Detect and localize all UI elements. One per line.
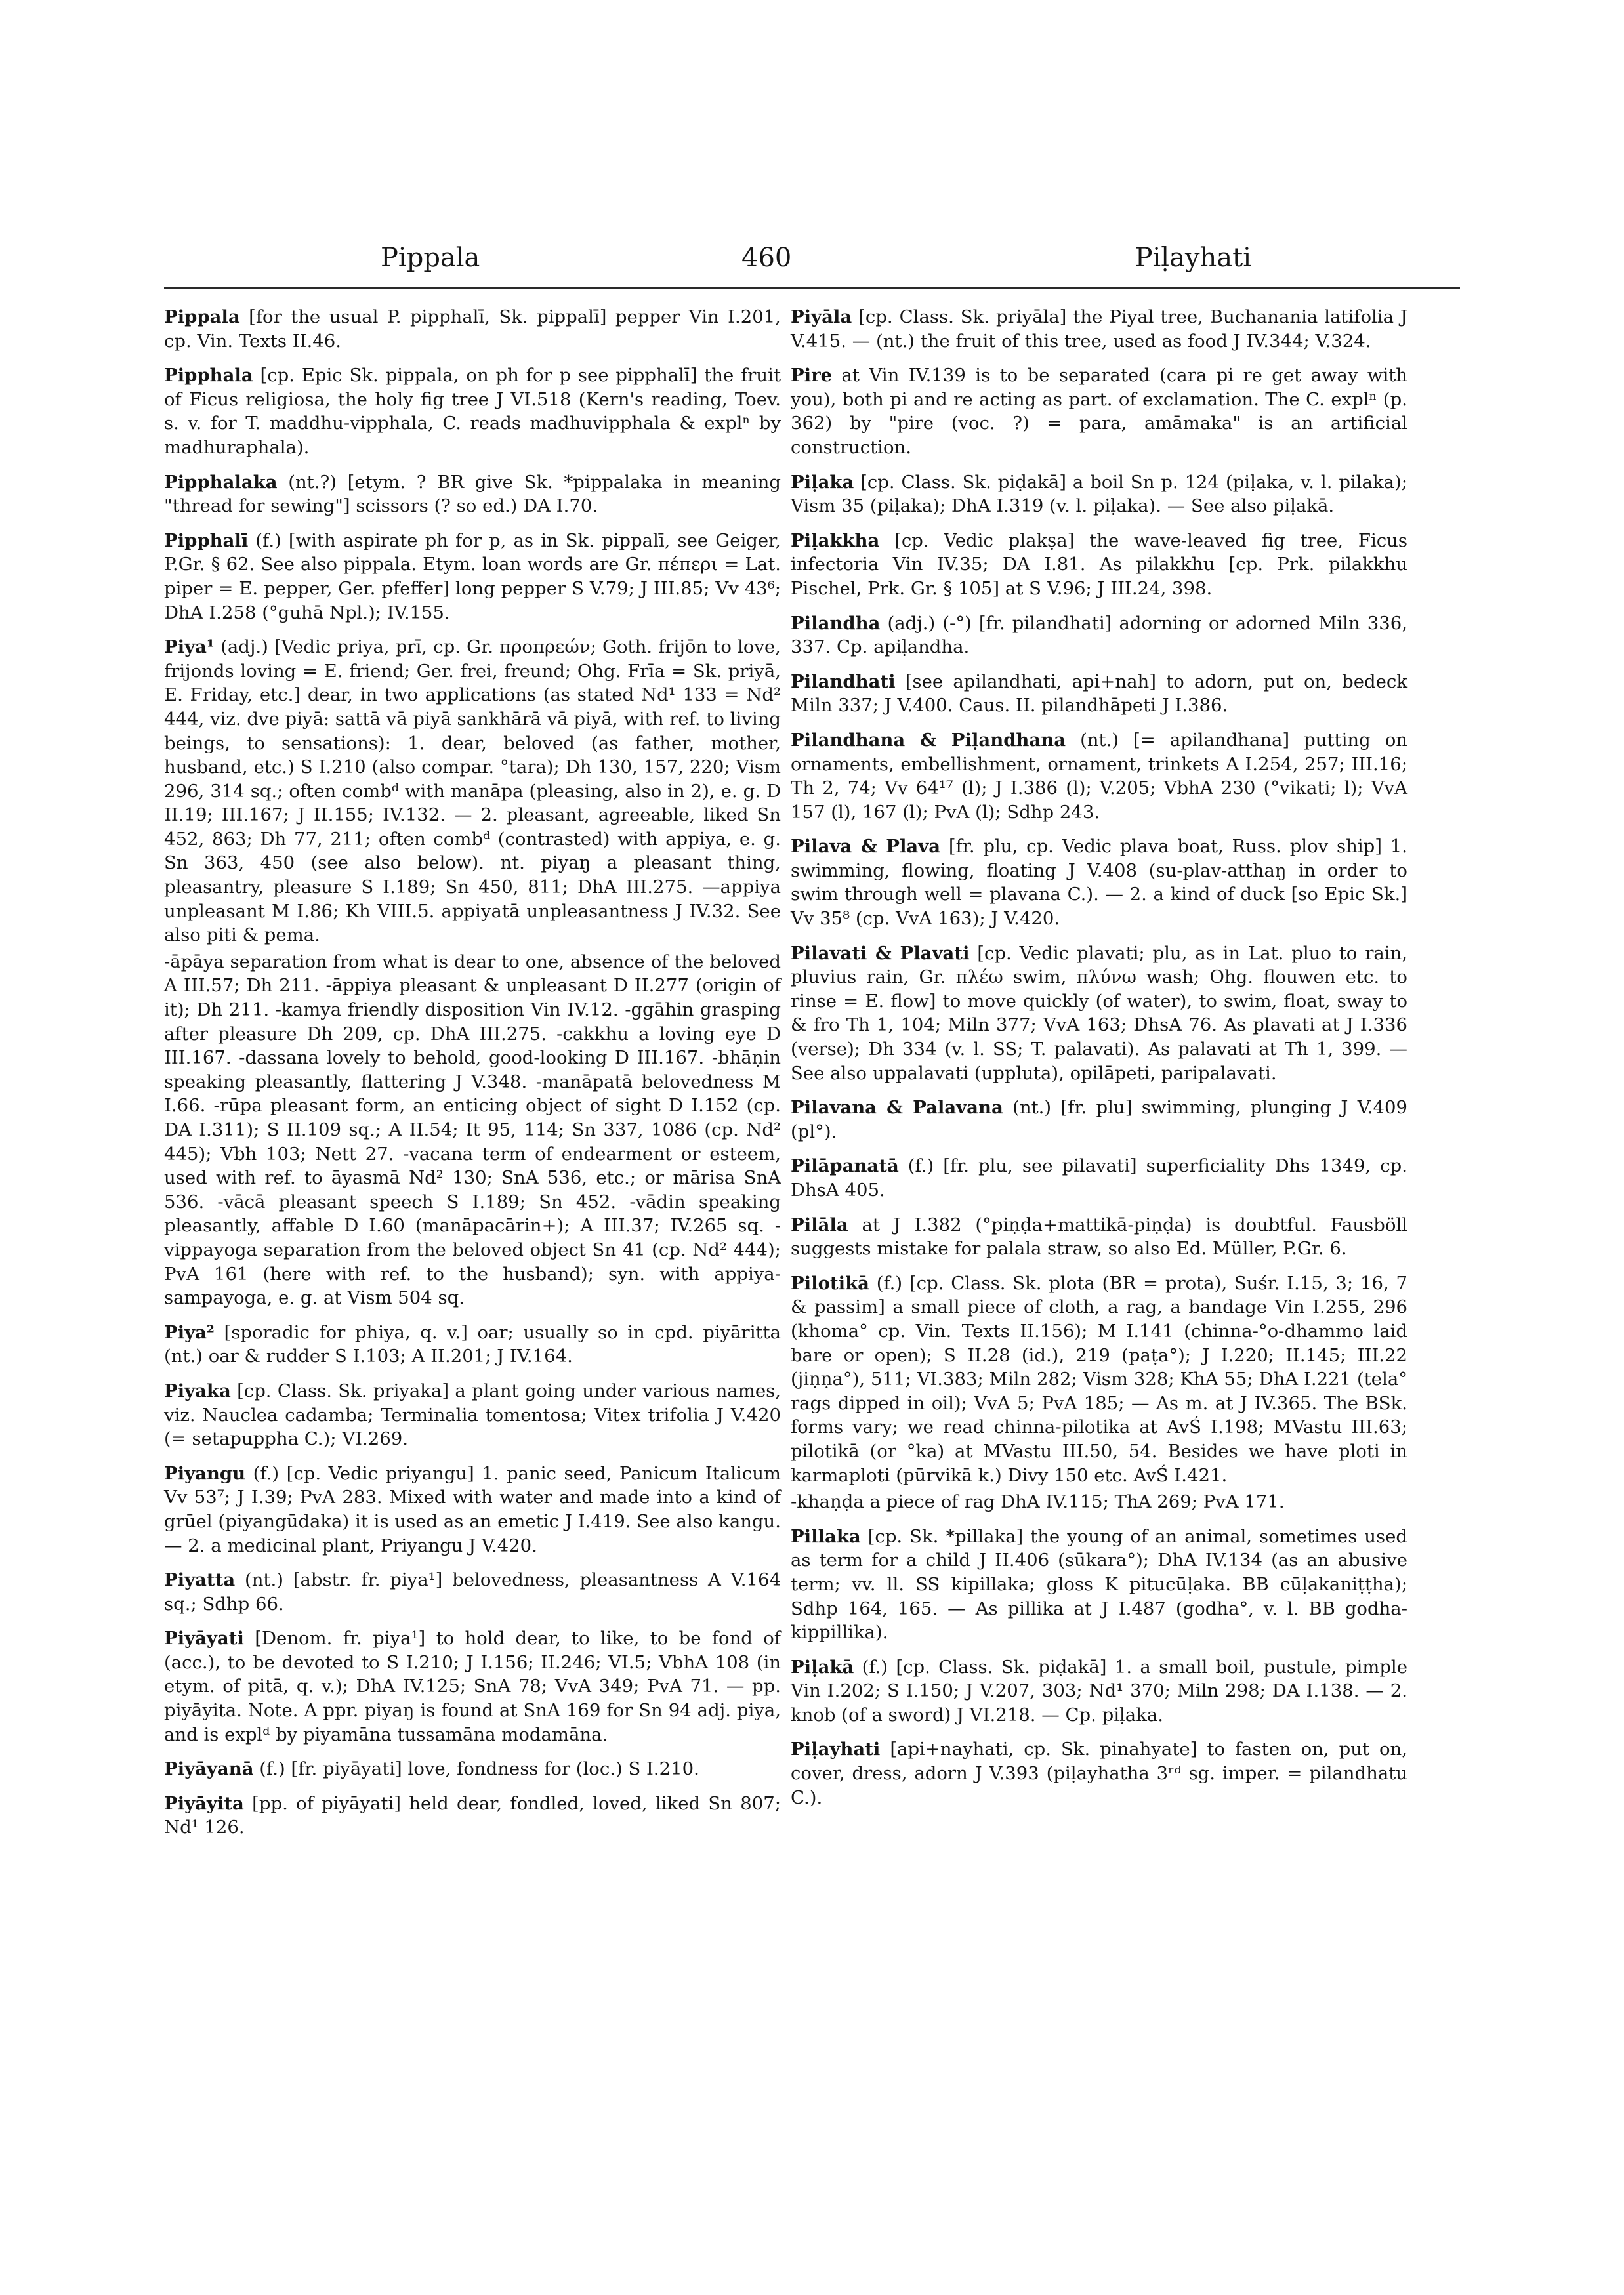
entry-headword: Pipphala (164, 365, 253, 386)
right-column (791, 305, 1407, 1820)
dictionary-entry (164, 1462, 781, 1558)
dictionary-entry (164, 1792, 781, 1840)
dictionary-entry (791, 529, 1407, 601)
entry-headword: Piḷaka (791, 471, 854, 493)
entry-text: [cp. Class. Sk. priyāla] the Piyal tree, Buchanania latifolia J V.415. — (nt.) the fruit of this tree, used as food J IV.344; V.324. (791, 306, 1407, 352)
entry-headword: Piyatta (164, 1569, 236, 1591)
page-number: 460 (741, 243, 792, 273)
dictionary-entry (164, 1568, 781, 1616)
dictionary-entry (164, 305, 781, 353)
entry-headword: Pipphalaka (164, 471, 278, 493)
entry-headword: Piyāla (791, 306, 852, 327)
dictionary-entry (791, 1490, 1407, 1514)
dictionary-entry (791, 470, 1407, 518)
entry-headword: Pilandhati (791, 671, 896, 692)
entry-text: [see apilandhati, api+nah] to adorn, put on, bedeck Miln 337; J V.400. Caus. II. pilandhāpeti J I.386. (791, 671, 1407, 716)
entry-text: (nt.) [fr. plu] swimming, plunging J V.409 (pl°). (791, 1097, 1407, 1142)
header-rule (164, 287, 1460, 289)
entry-text: (nt.) [= apilandhana] putting on ornaments, embellishment, ornament, trinkets A I.254, 257; III.16; Th 2, 74; Vv 64¹⁷ (l); J I.386 (l); V.205; VbhA 230 (°vikati; l); VvA 157 (l), 167 (l); PvA (l); Sdhp 243. (791, 729, 1407, 823)
dictionary-entry (791, 363, 1407, 459)
entry-text: [cp. Epic Sk. pippala, on ph for p see pipphalī] the fruit of Ficus religiosa, the holy fig tree J VI.518 (Kern's reading, Toev. s. v. for T. maddhu-vipphala, C. reads madhuvipphala & explⁿ by madhuraphala). (164, 365, 781, 458)
entry-text: (f.) [fr. plu, see pilavati] superficiality Dhs 1349, cp. DhsA 405. (791, 1155, 1407, 1201)
dictionary-entry (791, 1096, 1407, 1144)
dictionary-entry (791, 670, 1407, 718)
entry-headword: Pilāla (791, 1214, 848, 1235)
dictionary-entry (791, 728, 1407, 824)
entry-headword: Piyaka (164, 1380, 231, 1401)
entry-text: (f.) [with aspirate ph for p, as in Sk. pippalī, see Geiger, P.Gr. § 62. See also pippala. Etym. loan words are Gr. πέπερι = Lat. piper = E. pepper, Ger. pfeffer] long pepper S V.79; J III.85; Vv 43⁶; DhA I.258 (°guhā Npl.); IV.155. (164, 529, 781, 623)
entry-text: [fr. plu, cp. Vedic plava boat, Russ. plov ship] 1. swimming, flowing, floating J V.408 (su-plav-atthaŋ in order to swim through well = plavana C.). — 2. a kind of duck [so Epic Sk.] Vv 35⁸ (cp. VvA 163); J V.420. (791, 836, 1407, 930)
entry-text: [Denom. fr. piya¹] to hold dear, to like, to be fond of (acc.), to be devoted to S I.210; J I.156; II.246; VI.5; VbhA 108 (in etym. of pitā, q. v.); DhA IV.125; SnA 78; VvA 349; PvA 71. — pp. piyāyita. Note. A ppr. piyaŋ is found at SnA 169 for Sn 94 adj. piya, and is explᵈ by piyamāna tussamāna modamāna. (164, 1628, 781, 1745)
dictionary-entry (791, 835, 1407, 930)
dictionary-entry (164, 1321, 781, 1369)
entry-text: [cp. Class. Sk. priyaka] a plant going under various names, viz. Nauclea cadamba; Terminalia tomentosa; Vitex trifolia J V.420 (= setapuppha C.); VI.269. (164, 1380, 781, 1450)
entry-headword: Pilotikā (791, 1272, 869, 1294)
entry-headword: Pilava & Plava (791, 836, 941, 858)
entry-headword: Piḷakkha (791, 529, 880, 551)
dictionary-entry (164, 635, 781, 947)
entry-headword: Piyāyati (164, 1628, 244, 1649)
entry-text: at J I.382 (°piṇḍa+mattikā-piṇḍa) is doubtful. Fausböll suggests mistake for palala straw, so also Ed. Müller, P.Gr. 6. (791, 1214, 1407, 1260)
dictionary-entry (164, 1757, 781, 1781)
left-column (164, 305, 781, 1850)
dictionary-entry (164, 950, 781, 1310)
entry-headword: Pilandha (791, 612, 881, 634)
dictionary-entry (164, 1379, 781, 1451)
entry-headword: Pilavati & Plavati (791, 942, 970, 964)
entry-headword: Piyāyita (164, 1792, 244, 1814)
entry-headword: Piya¹ (164, 636, 215, 658)
entry-text: at Vin IV.139 is to be separated (cara pi re get away with you), both pi and re acting as part. of exclamation. The C. explⁿ (p. 362) by "pire (voc. ?) = para, amāmaka" is an artificial construction. (791, 365, 1407, 458)
dictionary-entry (164, 529, 781, 625)
entry-headword: Piḷakā (791, 1656, 854, 1678)
header-left-catchword: Pippala (381, 243, 480, 273)
dictionary-entry (791, 941, 1407, 1086)
entry-headword: Pilāpanatā (791, 1155, 899, 1177)
entry-headword: Pire (791, 365, 833, 386)
entry-text: [cp. Sk. *pillaka] the young of an animal, sometimes used as term for a child J II.406 (sūkara°); DhA IV.134 (as an abusive term; vv. ll. SS kipillaka; gloss K pitucūḷaka. BB cūḷakaniṭṭha); Sdhp 164, 165. — As pillika at J I.487 (godha°, v. l. BB godha-kippillika). (791, 1525, 1407, 1644)
dictionary-entry (164, 470, 781, 518)
entry-headword: Piyāyanā (164, 1758, 254, 1780)
header-right-catchword: Piḷayhati (1135, 243, 1251, 273)
entry-headword: Pilavana & Palavana (791, 1097, 1003, 1119)
entry-text: (f.) [cp. Class. Sk. plota (BR = prota), Suśr. I.15, 3; 16, 7 & passim] a small piece of cloth, a rag, a bandage Vin I.255, 296 (khoma° cp. Vin. Texts II.156); M I.141 (chinna-°o-dhammo laid bare or open); S II.28 (id.), 219 (paṭa°); J I.220; II.145; III.22 (jiṇṇa°), 511; VI.383; Miln 282; Vism 328; KhA 55; DhA I.221 (tela° rags dipped in oil); VvA 5; PvA 185; — As m. at J IV.365. The BSk. forms vary; we read chinna-pilotika at AvŚ I.198; MVastu III.63; pilotikā (or °ka) at MVastu III.50, 54. Besides we have ploti in karmaploti (pūrvikā k.) Divy 150 etc. AvŚ I.421. (791, 1272, 1407, 1486)
entry-text: -āpāya separation from what is dear to one, absence of the beloved A III.57; Dh 211. -āppiya pleasant & unpleasant D II.277 (origin of it); Dh 211. -kamya friendly disposition Vin IV.12. -ggāhin grasping after pleasure Dh 209, cp. DhA III.275. -cakkhu a loving eye D III.167. -dassana lovely to behold, good-looking D III.167. -bhāṇin speaking pleasantly, flattering J V.348. -manāpatā belovedness M I.66. -rūpa pleasant form, an enticing object of sight D I.152 (cp. DA I.311); S II.109 sq.; A II.54; It 95, 114; Sn 337, 1086 (cp. Nd² 445); Vbh 103; Nett 27. -vacana term of endearment or esteem, used with ref. to āyasmā Nd² 130; SnA 536, etc.; or mārisa SnA 536. -vācā pleasant speech S I.189; Sn 452. -vādin speaking pleasantly, affable D I.60 (manāpacārin+); A III.37; IV.265 sq. -vippayoga separation from the beloved object Sn 41 (cp. Nd² 444); PvA 161 (here with ref. to the husband); syn. with appiya-sampayoga, e. g. at Vism 504 sq. (164, 951, 781, 1309)
entry-headword: Piyangu (164, 1462, 246, 1484)
entry-text: (nt.) [abstr. fr. piya¹] belovedness, pleasantness A V.164 sq.; Sdhp 66. (164, 1569, 781, 1615)
dictionary-entry (164, 1626, 781, 1747)
entry-text: (adj.) (-°) [fr. pilandhati] adorning or adorned Miln 336, 337. Cp. apiḷandha. (791, 612, 1407, 658)
entry-headword: Pillaka (791, 1525, 861, 1547)
entry-text: [cp. Class. Sk. piḍakā] a boil Sn p. 124 (piḷaka, v. l. pilaka); Vism 35 (piḷaka); DhA I.319 (v. l. piḷaka). — See also piḷakā. (791, 471, 1407, 517)
dictionary-entry (164, 363, 781, 459)
entry-text: (f.) [fr. piyāyati] love, fondness for (loc.) S I.210. (253, 1758, 699, 1780)
dictionary-entry (791, 1154, 1407, 1202)
entry-text: [for the usual P. pipphalī, Sk. pippalī] pepper Vin I.201, cp. Vin. Texts II.46. (164, 306, 781, 352)
entry-text: (f.) [cp. Class. Sk. piḍakā] 1. a small boil, pustule, pimple Vin I.202; S I.150; J V.207, 303; Nd¹ 370; Miln 298; DA I.138. — 2. knob (of a sword) J VI.218. — Cp. piḷaka. (791, 1656, 1407, 1726)
dictionary-entry (791, 1525, 1407, 1645)
entry-headword: Pipphalī (164, 529, 249, 551)
entry-text: [api+nayhati, cp. Sk. pinahyate] to fasten on, put on, cover, dress, adorn J V.393 (piḷayhatha 3ʳᵈ sg. imper. = pilandhatu C.). (791, 1739, 1407, 1808)
entry-text: [sporadic for phiya, q. v.] oar; usually so in cpd. piyāritta (nt.) oar & rudder S I.103; A II.201; J IV.164. (164, 1321, 781, 1367)
entry-text: (f.) [cp. Vedic priyangu] 1. panic seed, Panicum Italicum Vv 53⁷; J I.39; PvA 283. Mixed with water and made into a kind of grūel (piyangūdaka) it is used as an emetic J I.419. See also kangu. — 2. a medicinal plant, Priyangu J V.420. (164, 1462, 781, 1556)
dictionary-entry (791, 1655, 1407, 1727)
entry-text: [pp. of piyāyati] held dear, fondled, loved, liked Sn 807; Nd¹ 126. (164, 1792, 781, 1838)
dictionary-entry (791, 1213, 1407, 1261)
entry-headword: Piḷayhati (791, 1739, 881, 1760)
dictionary-entry (791, 611, 1407, 659)
dictionary-entry (791, 1272, 1407, 1487)
entry-headword: Pippala (164, 306, 240, 327)
entry-headword: Pilandhana & Piḷandhana (791, 729, 1066, 751)
entry-text: (nt.?) [etym. ? BR give Sk. *pippalaka in meaning "thread for sewing"] scissors (? so ed.) DA I.70. (164, 471, 781, 517)
dictionary-entry (791, 1737, 1407, 1809)
entry-headword: Piya² (164, 1321, 215, 1343)
entry-text: (adj.) [Vedic priya, prī, cp. Gr. προπρεών; Goth. frijōn to love, frijonds loving = E. friend; Ger. frei, freund; Ohg. Frīa = Sk. priyā, E. Friday, etc.] dear, in two applications (as stated Nd¹ 133 = Nd² 444, viz. dve piyā: sattā vā piyā sankhārā vā piyā, with ref. to living beings, to sensations): 1. dear, beloved (as father, mother, husband, etc.) S I.210 (also compar. °tara); Dh 130, 157, 220; Vism 296, 314 sq.; often combᵈ with manāpa (pleasing, also in 2), e. g. D II.19; III.167; J II.155; IV.132. — 2. pleasant, agreeable, liked Sn 452, 863; Dh 77, 211; often combᵈ (contrasted) with appiya, e. g. Sn 363, 450 (see also below). nt. piyaŋ a pleasant thing, pleasantry, pleasure S I.189; Sn 450, 811; DhA III.275. —appiya unpleasant M I.86; Kh VIII.5. appiyatā unpleasantness J IV.32. See also piti & pema. (164, 636, 781, 946)
dictionary-entry (791, 305, 1407, 353)
entry-text: -khaṇḍa a piece of rag DhA IV.115; ThA 269; PvA 171. (791, 1491, 1285, 1513)
running-header (164, 243, 1460, 282)
entry-text: [cp. Vedic plavati; plu, as in Lat. pluo to rain, pluvius rain, Gr. πλέω swim, πλύνω wash; Ohg. flouwen etc. to rinse = E. flow] to move quickly (of water), to swim, float, sway to & fro Th 1, 104; Miln 377; VvA 163; DhsA 76. As plavati at J I.336 (verse); Dh 334 (v. l. SS; T. palavati). As palavati at Th 1, 399. — See also uppalavati (uppluta), opilāpeti, paripalavati. (791, 942, 1407, 1084)
entry-text: [cp. Vedic plakṣa] the wave-leaved fig tree, Ficus infectoria Vin IV.35; DA I.81. As pilakkhu [cp. Prk. pilakkhu Pischel, Prk. Gr. § 105] at S V.96; J III.24, 398. (791, 529, 1407, 599)
